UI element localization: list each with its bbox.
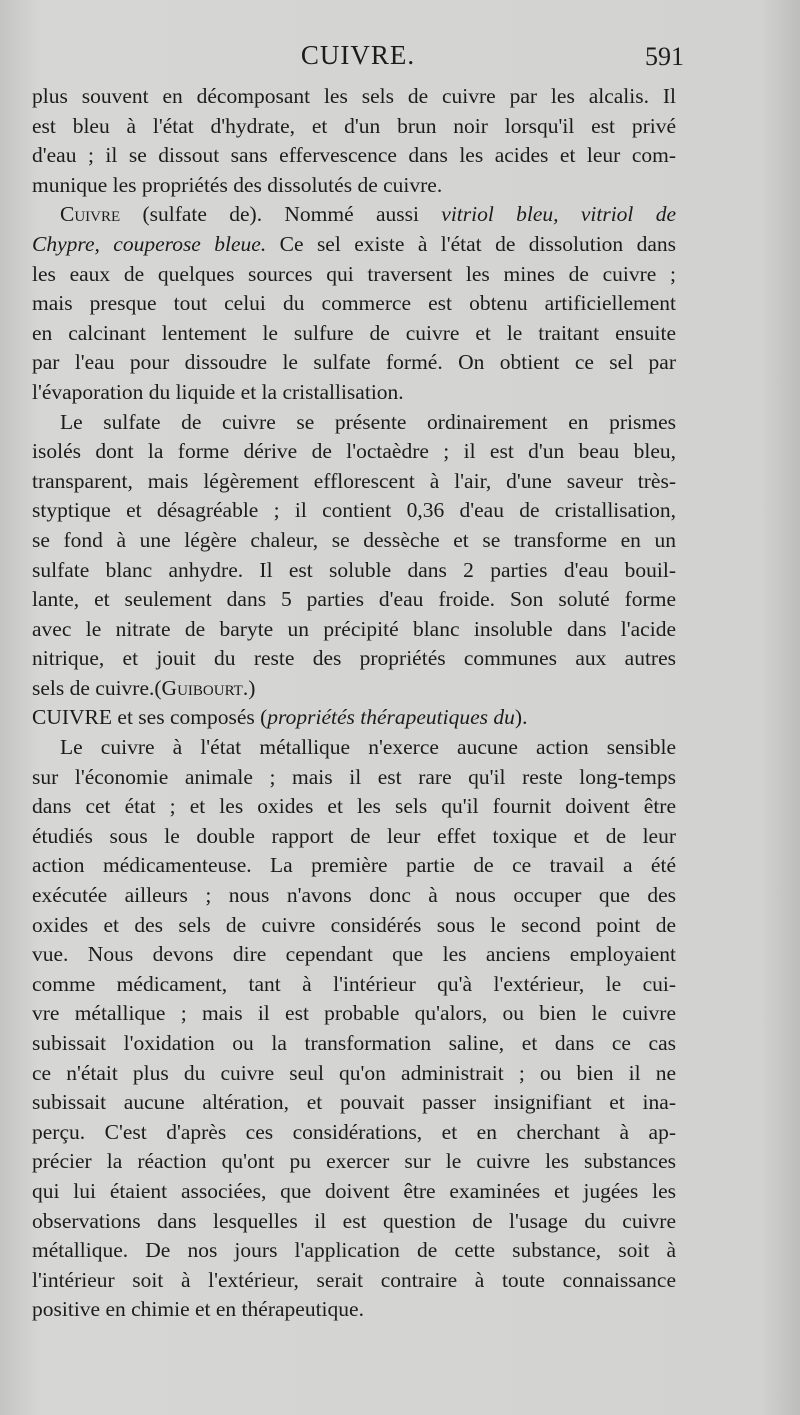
entry-heading-end: ). (514, 705, 528, 730)
text-line: Le sulfate de cuivre se présente ordinairement en prismes (60, 409, 676, 434)
text-line: ce n'était plus du cuivre seul qu'on administrait ; ou bien il ne (32, 1060, 676, 1085)
text-line: Le cuivre à l'état métallique n'exerce aucune action sensible (60, 735, 676, 760)
text-line: oxides et des sels de cuivre considérés sous le second point de (32, 912, 676, 937)
text-line: comme médicament, tant à l'intérieur qu'à l'extérieur, le cui- (32, 971, 676, 996)
text-line: action médicamenteuse. La première partie de ce travail a été (32, 853, 676, 878)
text-line: sur l'économie animale ; mais il est rare qu'il reste long-temps (32, 764, 676, 789)
text-line-end: sels de cuivre. (32, 675, 155, 700)
text-line: observations dans lesquelles il est question de l'usage du cuivre (32, 1208, 676, 1233)
text-line: est bleu à l'état d'hydrate, et d'un brun noir lorsqu'il est privé (32, 113, 676, 138)
text-line: métallique. De nos jours l'application de cette substance, soit à (32, 1238, 676, 1263)
text-line: l'intérieur soit à l'extérieur, serait contraire à toute connaissance (32, 1267, 676, 1292)
text-line: lante, et seulement dans 5 parties d'eau froide. Son soluté forme (32, 587, 676, 612)
text-line: exécutée ailleurs ; nous n'avons donc à nous occuper que des (32, 883, 676, 908)
text-line: subissait l'oxidation ou la transformation saline, et dans ce cas (32, 1031, 676, 1055)
text-line: vue. Nous devons dire cependant que les anciens employaient (32, 942, 676, 967)
text-line: transparent, mais légèrement efflorescent à l'air, d'une saveur très- (32, 468, 676, 493)
running-title: CUIVRE. (300, 40, 416, 70)
entry-sulfate-first-line (32, 200, 676, 230)
text-line: avec le nitrate de baryte un précipité blanc insoluble dans l'acide (32, 616, 676, 641)
text-line: dans cet état ; et les oxides et les sels qu'il fournit doivent être (32, 794, 676, 819)
entry-heading-roman: CUIVRE et ses composés ( (32, 705, 268, 730)
text-line: styptique et désagréable ; il contient 0,36 d'eau de cristallisation, (32, 498, 676, 523)
text-line: sulfate blanc anhydre. Il est soluble dans 2 parties d'eau bouil- (32, 557, 676, 582)
text-line: nitrique, et jouit du reste des propriétés communes aux autres (32, 646, 676, 671)
entry-synonyms: vitriol bleu, vitriol de (441, 202, 676, 227)
text-line: précier la réaction qu'ont pu exercer sur le cuivre les substances (32, 1149, 676, 1174)
page-number: 591 (645, 42, 684, 71)
text-line: se fond à une légère chaleur, se dessèche et se transforme en un (32, 527, 676, 552)
text-line: isolés dont la forme dérive de l'octaèdre ; il est d'un beau bleu, (32, 439, 676, 464)
author-signature: (Guibourt.) (154, 675, 256, 700)
text-line: en calcinant lentement le sulfure de cuivre et le traitant ensuite (32, 320, 676, 345)
text-line: munique les propriétés des dissolutés de cuivre. (32, 172, 443, 197)
entry-text: Ce sel existe à l'état de dissolution dans (266, 231, 676, 256)
text-line: plus souvent en décomposant les sels de cuivre par les alcalis. Il (32, 84, 676, 108)
entry-text: (sulfate de). Nommé aussi (120, 202, 442, 227)
entry-heading-italic: propriétés thérapeutiques du (267, 705, 515, 730)
text-line: d'eau ; il se dissout sans effervescence dans les acides et leur com- (32, 143, 676, 168)
text-line: étudiés sous le double rapport de leur effet toxique et de leur (32, 823, 676, 848)
text-line: par l'eau pour dissoudre le sulfate formé. On obtient ce sel par (32, 350, 676, 375)
body-text (32, 82, 676, 1325)
text-line: mais presque tout celui du commerce est obtenu artificiellement (32, 291, 676, 316)
text-line: qui lui étaient associées, que doivent être examinées et jugées les (32, 1178, 676, 1203)
text-line: vre métallique ; mais il est probable qu'alors, ou bien le cuivre (32, 1001, 676, 1026)
text-line: perçu. C'est d'après ces considérations, et en cherchant à ap- (32, 1119, 676, 1144)
text-line: l'évaporation du liquide et la cristallisation. (32, 379, 404, 404)
entry-heading (32, 703, 676, 733)
text-line: les eaux de quelques sources qui traversent les mines de cuivre ; (32, 261, 676, 286)
text-line: subissait aucune altération, et pouvait passer insignifiant et ina- (32, 1090, 676, 1115)
entry-sulfate-second-line (32, 230, 676, 260)
page-header (32, 40, 684, 76)
text-line: positive en chimie et en thérapeutique. (32, 1297, 364, 1322)
entry-synonyms-cont: Chypre, couperose bleue. (32, 231, 267, 256)
entry-headword: Cuivre (60, 202, 121, 227)
signature-line (32, 674, 676, 704)
